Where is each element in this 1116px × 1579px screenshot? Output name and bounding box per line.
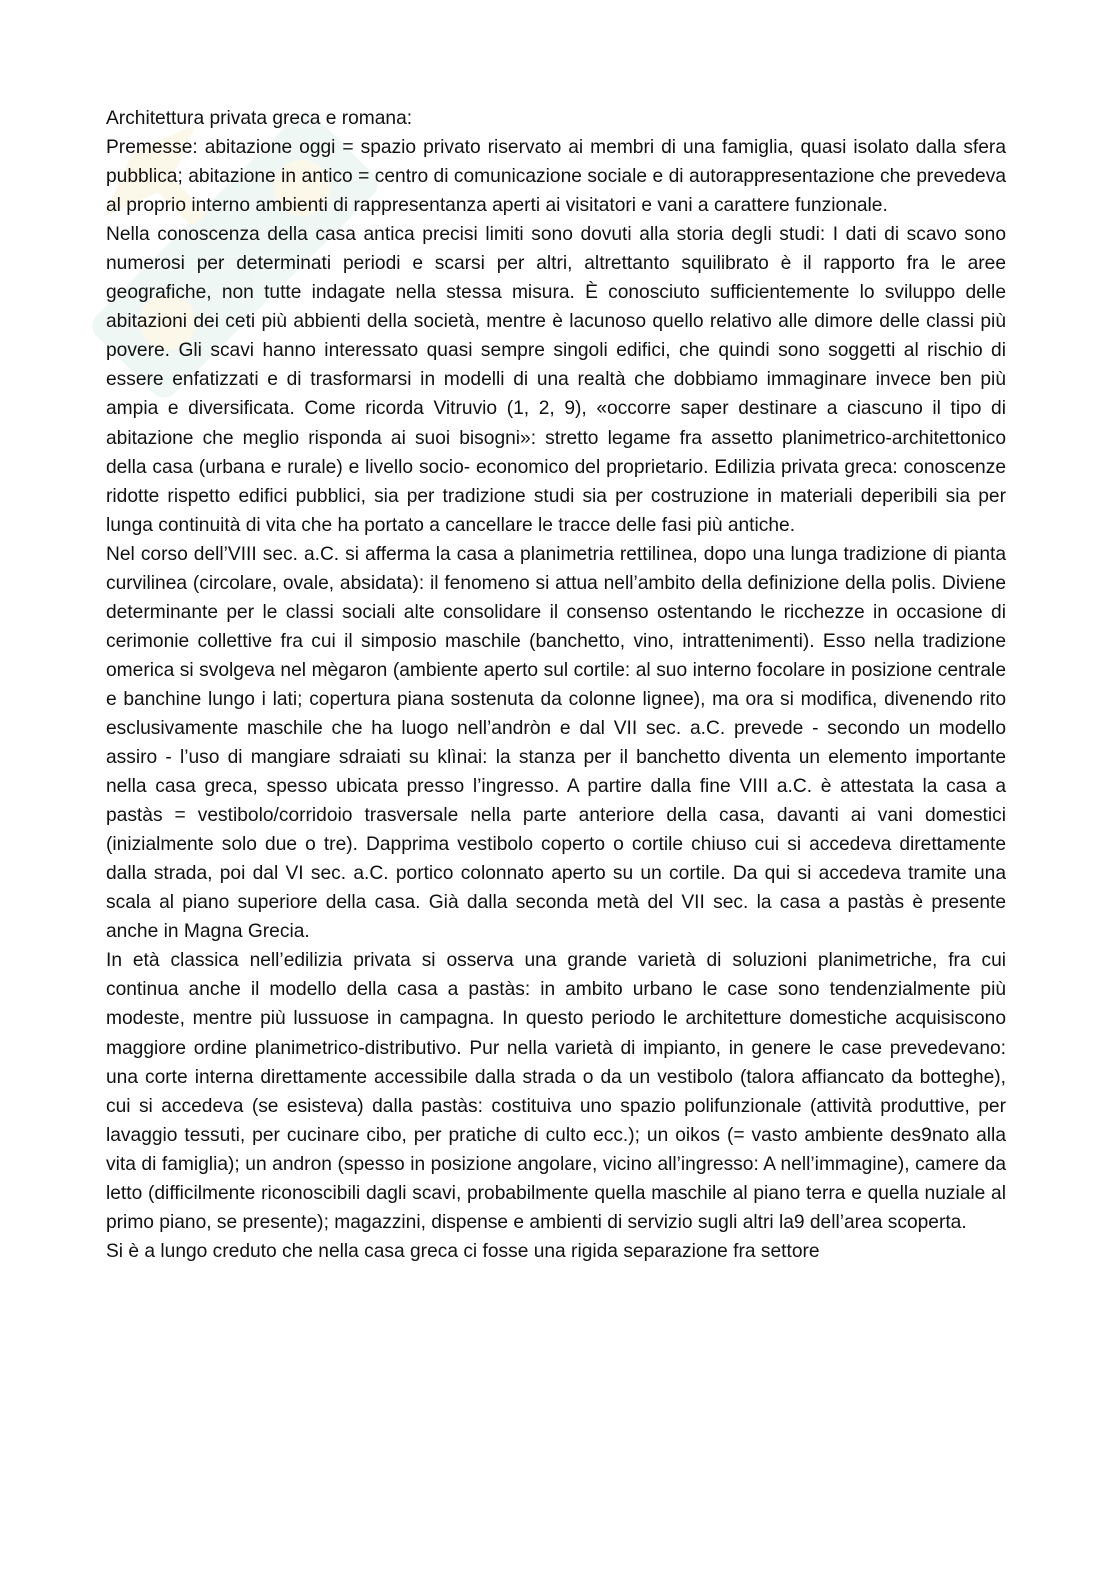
paragraph-premesse: Premesse: abitazione oggi = spazio privato riservato ai membri di una famiglia, quasi isolato dalla sfera pubblica; abitazione in antico = centro di comunicazione sociale e di autorappresentazione che prevedeva al proprio interno ambienti di rappresentanza aperti ai visitatori e vani a carattere funzionale.	[106, 137, 1006, 217]
paragraph-viii-secolo: Nel corso dell’VIII sec. a.C. si afferma la casa a planimetria rettilinea, dopo una lunga tradizione di pianta curvilinea (circolare, ovale, absidata): il fenomeno si attua nell’ambito della definizione della polis. Diviene determinante per le classi sociali alte consolidare il consenso ostentando le ricchezze in occasione di cerimonie collettive fra cui il simposio maschile (banchetto, vino, intrattenimenti). Esso nella tradizione omerica si svolgeva nel mègaron (ambiente aperto sul cortile: al suo interno focolare in posizione centrale e banchine lungo i lati; copertura piana sostenuta da colonne lignee), ma ora si modifica, divenendo rito esclusivamente maschile che ha luogo nell’andròn e dal VII sec. a.C. prevede - secondo un modello assiro - l’uso di mangiare sdraiati su klìnai: la stanza per il banchetto diventa un elemento importante nella casa greca, spesso ubicata presso l’ingresso. A partire dalla fine VIII a.C. è attestata la casa a pastàs = vestibolo/corridoio trasversale nella parte anteriore della casa, davanti ai vani domestici (inizialmente solo due o tre). Dapprima vestibolo coperto o cortile chiuso cui si accedeva direttamente dalla strada, poi dal VI sec. a.C. portico colonnato aperto su un cortile. Da qui si accedeva tramite una scala al piano superiore della casa. Già dalla seconda metà del VII sec. la casa a pastàs è presente anche in Magna Grecia.	[106, 543, 1006, 943]
document-title: Architettura privata greca e romana:	[106, 108, 413, 129]
paragraph-conoscenza: Nella conoscenza della casa antica precisi limiti sono dovuti alla storia degli studi: I dati di scavo sono numerosi per determinati periodi e scarsi per altri, altrettanto squilibrato è il rapporto fra le aree geografiche, non tutte indagate nella stessa misura. È conosciuto sufficientemente lo sviluppo delle abitazioni dei ceti più abbienti della società, mentre è lacunoso quello relativo alle dimore delle classi più povere. Gli scavi hanno interessato quasi sempre singoli edifici, che quindi sono soggetti al rischio di essere enfatizzati e di trasformarsi in modelli di una realtà che dobbiamo immaginare invece ben più ampia e diversificata. Come ricorda Vitruvio (1, 2, 9), «occorre saper destinare a ciascuno il tipo di abitazione che meglio risponda ai suoi bisogni»: stretto legame fra assetto planimetrico-architettonico della casa (urbana e rurale) e livello socio- economico del proprietario. Edilizia privata greca: conoscenze ridotte rispetto edifici pubblici, sia per tradizione studi sia per costruzione in materiali deperibili sia per lunga continuità di vita che ha portato a cancellare le tracce delle fasi più antiche.	[106, 224, 1006, 536]
paragraph-separazione: Si è a lungo creduto che nella casa greca ci fosse una rigida separazione fra settore	[106, 1240, 820, 1262]
document-body	[106, 104, 1006, 1266]
paragraph-eta-classica: In età classica nell’edilizia privata si osserva una grande varietà di soluzioni planimetriche, fra cui continua anche il modello della casa a pastàs: in ambito urbano le case sono tendenzialmente più modeste, mentre più lussuose in campagna. In questo periodo le architetture domestiche acquisiscono maggiore ordine planimetrico-distributivo. Pur nella varietà di impianto, in genere le case prevedevano: una corte interna direttamente accessibile dalla strada o da un vestibolo (talora affiancato da botteghe), cui si accedeva (se esisteva) dalla pastàs: costituiva uno spazio polifunzionale (attività produttive, per lavaggio tessuti, per cucinare cibo, per pratiche di culto ecc.); un oikos (= vasto ambiente des9nato alla vita di famiglia); un andron (spesso in posizione angolare, vicino all’ingresso: A nell’immagine), camere da letto (difficilmente riconoscibili dagli scavi, probabilmente quella maschile al piano terra e quella nuziale al primo piano, se presente); magazzini, dispense e ambienti di servizio sugli altri la9 dell’area scoperta.	[106, 950, 1006, 1233]
